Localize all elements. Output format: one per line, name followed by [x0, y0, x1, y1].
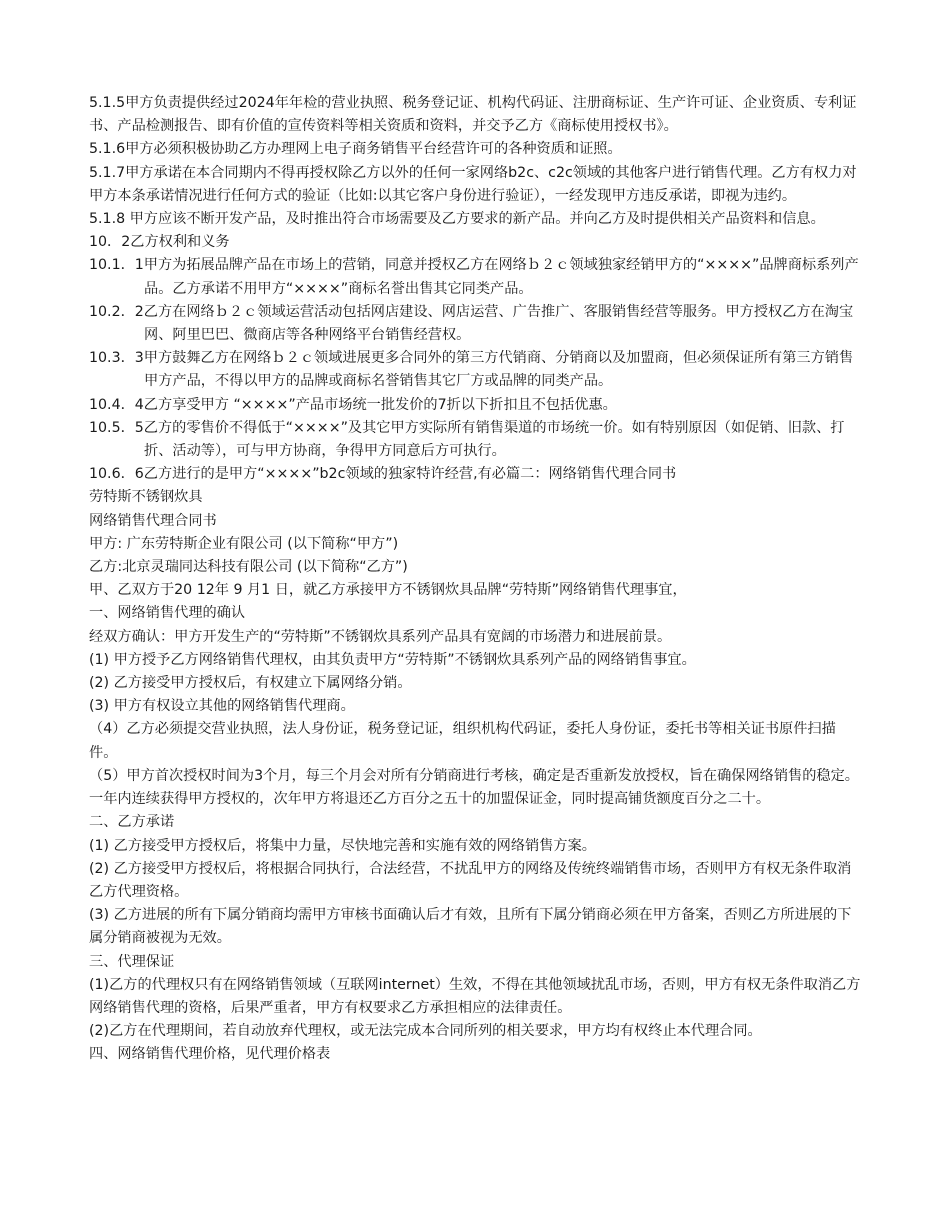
clause-5-1-7: 5.1.7甲方承诺在本合同期内不得再授权除乙方以外的任何一家网络b2c、c2c领域的其他客户进行销售代理。乙方有权力对甲方本条承诺情况进行任何方式的验证（比如:以其它客户身份进行验证），一经发现甲方违反承诺，即视为违约。	[89, 164, 857, 204]
clause-10-4: 10.4．4乙方享受甲方 “××××”产品市场统一批发价的7折以下折扣且不包括优惠。	[89, 396, 617, 413]
party-b: 乙方:北京灵瑞同达科技有限公司 (以下简称“乙方”)	[89, 559, 408, 576]
item-1-3: (3) 甲方有权设立其他的网络销售代理商。	[89, 698, 355, 715]
item-2-1: (1) 乙方接受甲方授权后，将集中力量，尽快地完善和实施有效的网络销售方案。	[89, 837, 596, 854]
clause-10-6: 10.6．6乙方进行的是甲方“××××”b2c领域的独家特许经营,有必篇二：网络销售代理合同书	[89, 466, 677, 483]
item-2-2: (2) 乙方接受甲方授权后，将根据合同执行，合法经营，不扰乱甲方的网络及传统终端销售市场，否则甲方有权无条件取消乙方代理资格。	[89, 860, 852, 900]
clause-10-3: 10.3．3甲方鼓舞乙方在网络ｂ２ｃ领域进展更多合同外的第三方代销商、分销商以及加盟商，但必须保证所有第三方销售甲方产品，不得以甲方的品牌或商标名誉销售其它厂方或品牌的同类产品。	[89, 350, 854, 390]
contract-title: 网络销售代理合同书	[89, 512, 217, 529]
clause-5-1-8: 5.1.8 甲方应该不断开发产品，及时推出符合市场需要及乙方要求的新产品。并向乙方及时提供相关产品资料和信息。	[89, 211, 825, 228]
section-heading-4: 四、网络销售代理价格，见代理价格表	[89, 1046, 331, 1063]
item-1-4: （4）乙方必须提交营业执照，法人身份证，税务登记证，组织机构代码证，委托人身份证，委托书等相关证书原件扫描件。	[89, 721, 836, 761]
section-heading-2: 二、乙方承诺	[89, 814, 175, 831]
agreement-intro: 甲、乙双方于20 12年 9 月1 日，就乙方承接甲方不锈钢炊具品牌“劳特斯”网络销售代理事宜，	[89, 582, 687, 599]
item-3-2: (2)乙方在代理期间，若自动放弃代理权，或无法完成本合同所列的相关要求，甲方均有权终止本代理合同。	[89, 1023, 762, 1040]
brand-title: 劳特斯不锈钢炊具	[89, 489, 203, 506]
item-1-2: (2) 乙方接受甲方授权后，有权建立下属网络分销。	[89, 675, 412, 692]
clause-5-1-5: 5.1.5甲方负责提供经过2024年年检的营业执照、税务登记证、机构代码证、注册商标证、生产许可证、企业资质、专利证书、产品检测报告、即有价值的宣传资料等相关资质和资料，并交予乙方《商标使用授权书》。	[89, 95, 857, 135]
item-3-1: (1)乙方的代理权只有在网络销售领域（互联网internet）生效，不得在其他领域扰乱市场，否则，甲方有权无条件取消乙方网络销售代理的资格，后果严重者，甲方有权要求乙方承担相应的法律责任。	[89, 976, 861, 1016]
document-body	[89, 92, 864, 1067]
clause-10-5: 10.5．5乙方的零售价不得低于“××××”及其它甲方实际所有销售渠道的市场统一价。如有特别原因（如促销、旧款、打折、活动等），可与甲方协商，争得甲方同意后方可执行。	[89, 419, 845, 460]
section-heading-10-2: 10．2乙方权利和义务	[89, 234, 230, 251]
item-1-1: (1) 甲方授予乙方网络销售代理权，由其负责甲方“劳特斯”不锈钢炊具系列产品的网络销售事宜。	[89, 651, 696, 668]
item-1-5: （5）甲方首次授权时间为3个月，每三个月会对所有分销商进行考核，确定是否重新发放授权，旨在确保网络销售的稳定。一年内连续获得甲方授权的，次年甲方将退还乙方百分之五十的加盟保证金，同时提高铺货额度百分之二十。	[89, 767, 859, 808]
clause-10-1: 10.1．1甲方为拓展品牌产品在市场上的营销，同意并授权乙方在网络ｂ２ｃ领域独家经销甲方的“××××”品牌商标系列产品。乙方承诺不用甲方“××××”商标名誉出售其它同类产品。	[89, 257, 859, 297]
clause-5-1-6: 5.1.6甲方必须积极协助乙方办理网上电子商务销售平台经营许可的各种资质和证照。	[89, 141, 622, 158]
clause-10-2: 10.2．2乙方在网络ｂ２ｃ领域运营活动包括网店建设、网店运营、广告推广、客服销售经营等服务。甲方授权乙方在淘宝网、阿里巴巴、微商店等各种网络平台销售经营权。	[89, 303, 854, 344]
item-2-3: (3) 乙方进展的所有下属分销商均需甲方审核书面确认后才有效，且所有下属分销商必须在甲方备案，否则乙方所进展的下属分销商被视为无效。	[89, 907, 852, 947]
confirmation-text: 经双方确认：甲方开发生产的“劳特斯”不锈钢炊具系列产品具有宽阔的市场潜力和进展前景。	[89, 628, 672, 645]
party-a: 甲方: 广东劳特斯企业有限公司 (以下简称“甲方”)	[89, 535, 399, 552]
section-heading-1: 一、网络销售代理的确认	[89, 605, 246, 622]
section-heading-3: 三、代理保证	[89, 953, 175, 970]
